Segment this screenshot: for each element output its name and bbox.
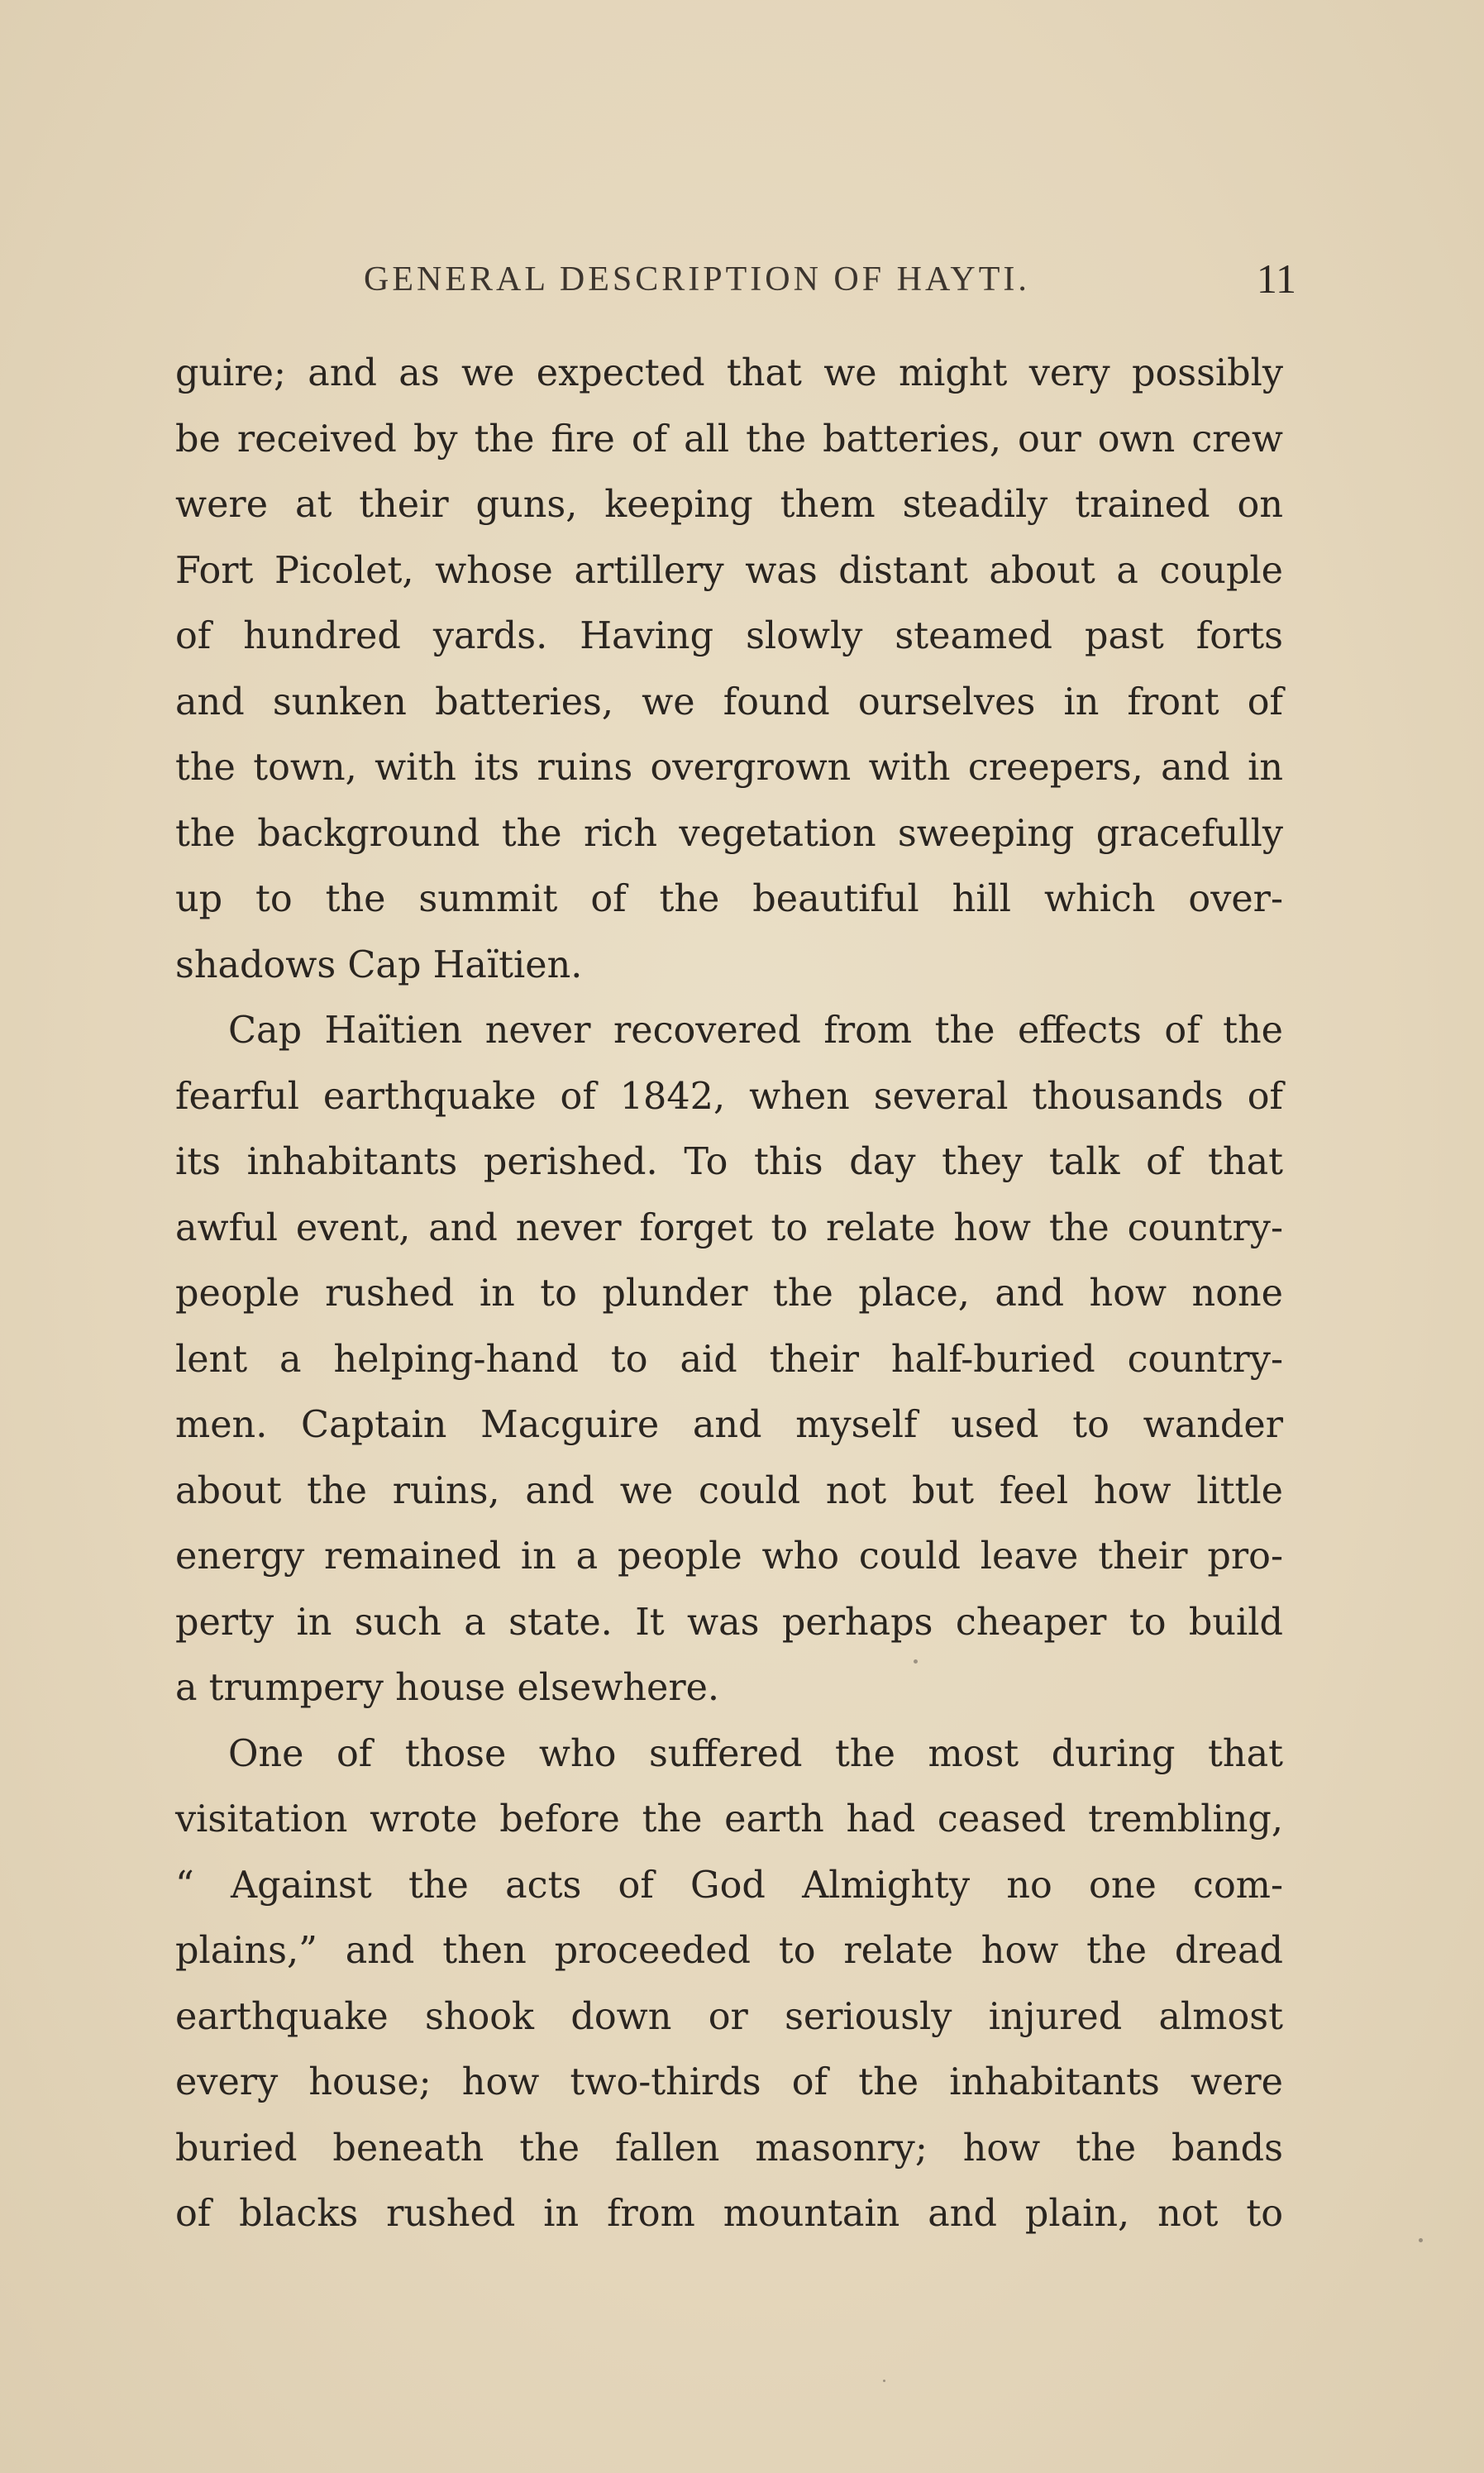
text-line: up to the summit of the beautiful hill which over- bbox=[175, 878, 1283, 920]
text-line: lent a helping-hand to aid their half-buried country- bbox=[175, 1338, 1283, 1381]
body-text bbox=[175, 341, 1283, 2247]
text-line: the background the rich vegetation sweeping gracefully bbox=[175, 812, 1283, 855]
text-line: plains,” and then proceeded to relate how the dread bbox=[175, 1930, 1283, 1972]
text-line: about the ruins, and we could not but feel how little bbox=[175, 1469, 1283, 1512]
text-line: energy remained in a people who could leave their pro- bbox=[175, 1535, 1283, 1578]
text-line: “ Against the acts of God Almighty no one com- bbox=[175, 1864, 1283, 1907]
paper-speck bbox=[883, 2380, 885, 2382]
text-line: earthquake shook down or seriously injured almost bbox=[175, 1995, 1283, 2038]
text-line: visitation wrote before the earth had ceased trembling, bbox=[175, 1798, 1283, 1840]
paper-speck bbox=[914, 1659, 918, 1664]
paragraph-first-line: One of those who suffered the most during that bbox=[228, 1732, 1283, 1775]
text-line: be received by the fire of all the batteries, our own crew bbox=[175, 418, 1283, 461]
text-line: were at their guns, keeping them steadily trained on bbox=[175, 484, 1283, 526]
page-number: 11 bbox=[1256, 255, 1296, 302]
text-line: shadows Cap Haïtien. bbox=[175, 943, 583, 986]
text-line: men. Captain Macguire and myself used to wander bbox=[175, 1404, 1283, 1446]
paragraph-first-line: Cap Haïtien never recovered from the effects of the bbox=[228, 1010, 1283, 1052]
text-line: people rushed in to plunder the place, and how none bbox=[175, 1272, 1283, 1315]
text-line: the town, with its ruins overgrown with creepers, and in bbox=[175, 747, 1283, 789]
running-head: GENERAL DESCRIPTION OF HAYTI. bbox=[364, 260, 1030, 298]
text-line: Fort Picolet, whose artillery was distant about a couple bbox=[175, 549, 1283, 592]
text-line: fearful earthquake of 1842, when several thousands of bbox=[175, 1075, 1283, 1118]
page-header bbox=[175, 255, 1296, 309]
text-line: perty in such a state. It was perhaps cheaper to build bbox=[175, 1601, 1283, 1644]
text-line: every house; how two-thirds of the inhabitants were bbox=[175, 2061, 1283, 2103]
text-line: awful event, and never forget to relate how the country- bbox=[175, 1206, 1283, 1249]
text-line: of blacks rushed in from mountain and plain, not to bbox=[175, 2193, 1283, 2235]
paper-speck bbox=[1419, 2238, 1423, 2242]
text-line: of hundred yards. Having slowly steamed past forts bbox=[175, 615, 1283, 657]
text-line: and sunken batteries, we found ourselves in front of bbox=[175, 680, 1283, 723]
text-line: guire; and as we expected that we might very possibly bbox=[175, 352, 1283, 394]
text-line: a trumpery house elsewhere. bbox=[175, 1667, 720, 1709]
text-line: buried beneath the fallen masonry; how the bands bbox=[175, 2127, 1283, 2170]
text-line: its inhabitants perished. To this day they talk of that bbox=[175, 1141, 1283, 1183]
